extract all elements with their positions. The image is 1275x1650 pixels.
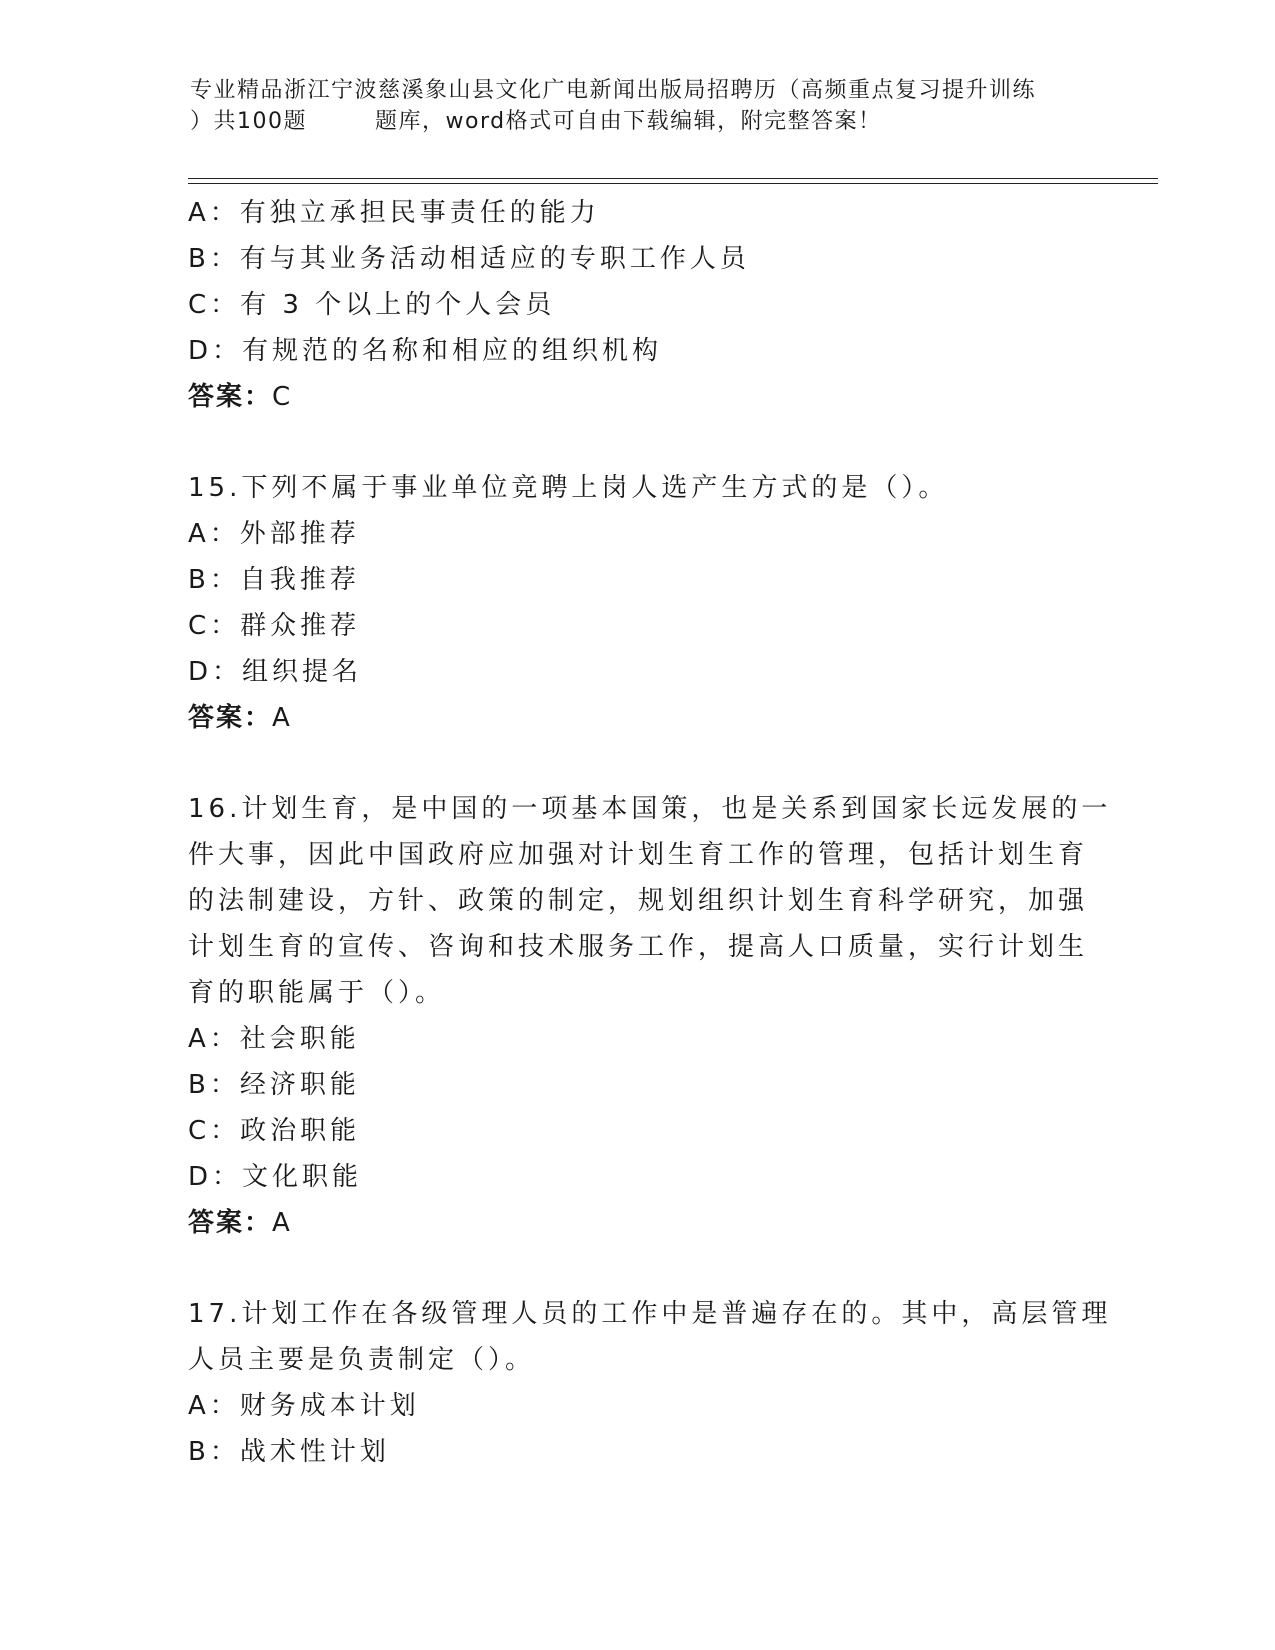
option-b: B：自我推荐 [188,565,360,595]
question-stem-line-4: 计划生育的宣传、咨询和技术服务工作，提高人口质量，实行计划生 [188,932,1089,962]
question-17 [188,1291,1112,1475]
answer-line [188,1200,1088,1246]
option-d: D：文化职能 [188,1162,363,1192]
answer-value: A [272,703,292,733]
option-c: C：群众推荐 [188,611,361,641]
option-a: A：外部推荐 [188,519,360,549]
question-stem-line-5: 育的职能属于（）。 [188,978,446,1008]
question-stem-line-1: 17.计划工作在各级管理人员的工作中是普遍存在的。其中，高层管理 [188,1299,1112,1329]
question-15 [188,465,1088,741]
answer-line [188,695,1088,741]
question-stem-line-2: 件大事，因此中国政府应加强对计划生育工作的管理，包括计划生育 [188,840,1089,870]
question-16 [188,786,1112,1246]
answer-value: A [272,1208,292,1238]
header-divider-thick [188,178,1158,179]
header-line-2-part-1: ）共100题 [190,109,307,134]
answer-label: 答案： [188,703,273,733]
question-stem-line-3: 的法制建设，方针、政策的制定，规划组织计划生育科学研究，加强 [188,886,1089,916]
option-c: C：有 3 个以上的个人会员 [188,290,556,320]
answer-line [188,374,1088,420]
answer-label: 答案： [188,382,273,412]
document-header [190,75,1110,137]
question-stem-line-1: 16.计划生育，是中国的一项基本国策，也是关系到国家长远发展的一 [188,794,1112,824]
option-a: A：有独立承担民事责任的能力 [188,198,600,228]
option-b: B：战术性计划 [188,1437,390,1467]
answer-label: 答案： [188,1208,273,1238]
header-line-1: 专业精品浙江宁波慈溪象山县文化广电新闻出版局招聘历（高频重点复习提升训练 [190,78,1037,103]
header-line-2-part-2: 题库，word格式可自由下载编辑，附完整答案！ [375,109,882,134]
option-a: A：社会职能 [188,1024,360,1054]
header-divider-thin [188,183,1158,184]
option-c: C：政治职能 [188,1116,361,1146]
option-b: B：经济职能 [188,1070,360,1100]
question-list [188,190,1112,1475]
option-d: D：组织提名 [188,657,363,687]
option-d: D：有规范的名称和相应的组织机构 [188,336,663,366]
question-stem-line-2: 人员主要是负责制定（）。 [188,1345,536,1375]
answer-value: C [272,382,293,412]
option-a: A：财务成本计划 [188,1391,420,1421]
question-stem: 15.下列不属于事业单位竞聘上岗人选产生方式的是（）。 [188,473,949,503]
header-line-2 [190,106,1110,137]
question-14 [188,190,1088,420]
option-b: B：有与其业务活动相适应的专职工作人员 [188,244,750,274]
